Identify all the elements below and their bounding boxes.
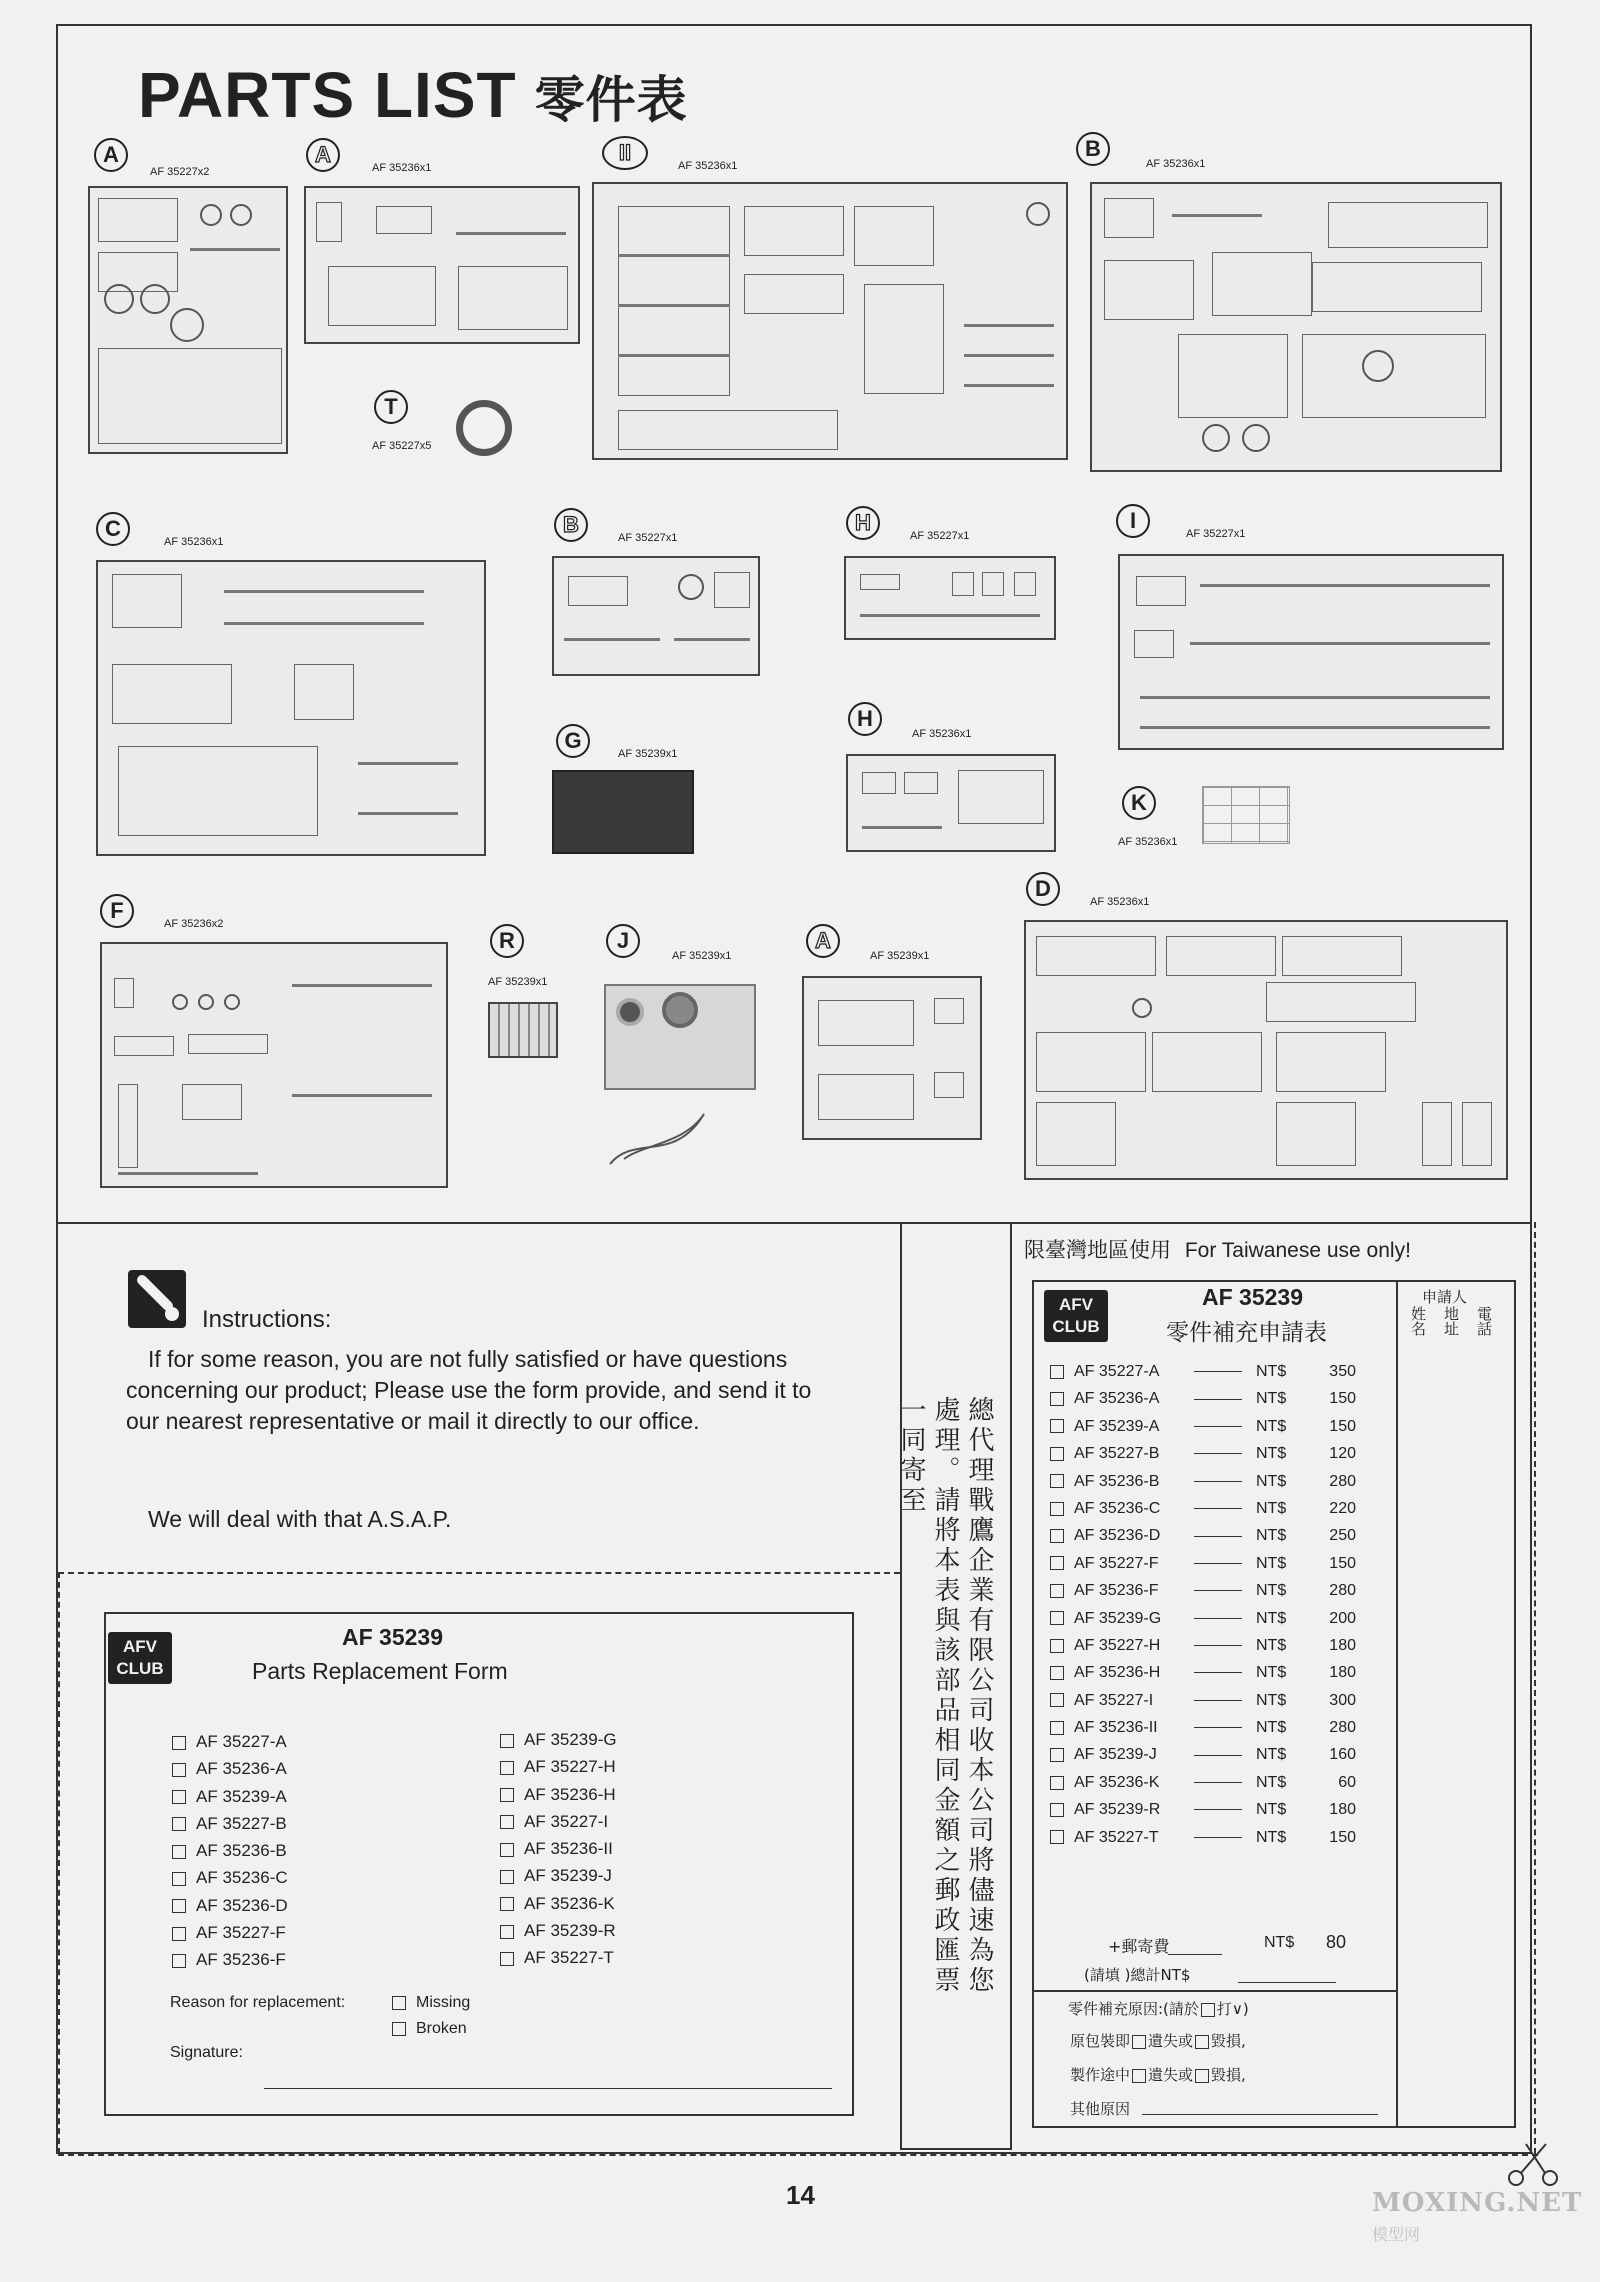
form-item[interactable]: AF 35236-H bbox=[500, 1781, 617, 1808]
sprue-label: AF 35236x1 bbox=[1118, 836, 1178, 848]
sprue-f bbox=[100, 942, 448, 1188]
total-label: (請填 )總計NT$ bbox=[1084, 1966, 1191, 1984]
logo-top-text: AFV bbox=[123, 1637, 157, 1656]
checkbox[interactable] bbox=[392, 2022, 406, 2036]
sprue-i bbox=[1118, 554, 1504, 750]
sprue-letter: T bbox=[374, 390, 408, 424]
logo-top-text: AFV bbox=[1059, 1295, 1093, 1314]
clear-sprue-a bbox=[802, 976, 982, 1140]
price-row[interactable]: AF 35236-C NT$ 220 bbox=[1050, 1495, 1356, 1522]
sprue-letter: H bbox=[846, 506, 880, 540]
price-row[interactable]: AF 35239-R NT$ 180 bbox=[1050, 1796, 1356, 1823]
checkbox[interactable] bbox=[1050, 1419, 1064, 1433]
checkbox[interactable] bbox=[1050, 1529, 1064, 1543]
price-row[interactable]: AF 35227-T NT$ 150 bbox=[1050, 1824, 1356, 1851]
sprue-letter: H bbox=[848, 702, 882, 736]
taiwan-header bbox=[1024, 1234, 1411, 1264]
watermark: MOXING.NET bbox=[1372, 2188, 1583, 2218]
sprue-letter: D bbox=[1026, 872, 1060, 906]
instructions-closing: We will deal with that A.S.A.P. bbox=[148, 1506, 452, 1532]
sprue-label: AF 35239x1 bbox=[488, 976, 548, 988]
instructions-body: If for some reason, you are not fully satisfied or have questions concerning our product; Please use the form provide, and send it to our nearest representative or mail it directly to our office. bbox=[126, 1346, 812, 1434]
checkbox[interactable] bbox=[172, 1763, 186, 1777]
signature-line[interactable] bbox=[264, 2088, 832, 2089]
checkbox[interactable] bbox=[500, 1870, 514, 1884]
scissors-icon bbox=[1506, 2140, 1566, 2190]
checkbox[interactable] bbox=[172, 1899, 186, 1913]
total-input-line[interactable] bbox=[1238, 1982, 1336, 1983]
postage-label: +郵寄費 bbox=[1108, 1937, 1170, 1956]
sprue-h-35227 bbox=[844, 556, 1056, 640]
clear-parts-k bbox=[1202, 786, 1290, 844]
form-item[interactable]: AF 35227-A bbox=[172, 1728, 288, 1755]
field-name[interactable]: 姓名 bbox=[1409, 1306, 1427, 1336]
taiwan-form-code: AF 35239 bbox=[1202, 1284, 1304, 1310]
sprue-h-35236 bbox=[846, 754, 1056, 852]
column-divider bbox=[1010, 1222, 1012, 2148]
checkbox[interactable] bbox=[172, 1790, 186, 1804]
section-divider bbox=[58, 1222, 1530, 1224]
price-row[interactable]: AF 35236-II NT$ 280 bbox=[1050, 1714, 1356, 1741]
checkbox[interactable] bbox=[1132, 2069, 1146, 2083]
sprue-label: AF 35227x1 bbox=[1186, 528, 1246, 540]
form-item[interactable]: AF 35236-B bbox=[172, 1837, 288, 1864]
photo-etch-sheet bbox=[552, 770, 694, 854]
sprue-letter: I bbox=[1116, 504, 1150, 538]
form-item[interactable]: AF 35236-K bbox=[500, 1890, 617, 1917]
sprue-d bbox=[1024, 920, 1508, 1180]
taiwan-form-title: 零件補充申請表 bbox=[1166, 1320, 1327, 1346]
sprue-b-35227 bbox=[552, 556, 760, 676]
sprue-label: AF 35239x1 bbox=[618, 748, 678, 760]
form-item[interactable]: AF 35236-C bbox=[172, 1864, 288, 1891]
checkbox[interactable] bbox=[500, 1761, 514, 1775]
price-row[interactable]: AF 35236-B NT$ 280 bbox=[1050, 1468, 1356, 1495]
logo-bottom-text: CLUB bbox=[1052, 1317, 1100, 1336]
checkbox[interactable] bbox=[1050, 1693, 1064, 1707]
logo-bottom-text: CLUB bbox=[116, 1659, 164, 1678]
checkbox[interactable] bbox=[1195, 2069, 1209, 2083]
form-item[interactable]: AF 35239-J bbox=[500, 1862, 617, 1889]
field-address[interactable]: 地址 bbox=[1442, 1306, 1460, 1336]
sprue-label: AF 35236x1 bbox=[912, 728, 972, 740]
checkbox bbox=[1201, 2003, 1215, 2017]
checkbox[interactable] bbox=[172, 1927, 186, 1941]
form-item[interactable]: AF 35236-A bbox=[172, 1755, 288, 1782]
tire-part bbox=[456, 400, 512, 456]
price-row[interactable]: AF 35236-A NT$ 150 bbox=[1050, 1385, 1356, 1412]
checkbox[interactable] bbox=[392, 1996, 406, 2010]
checkbox[interactable] bbox=[500, 1897, 514, 1911]
form-col1 bbox=[172, 1728, 288, 1974]
column-bottom bbox=[900, 2148, 1012, 2150]
checkbox[interactable] bbox=[1050, 1611, 1064, 1625]
price-row[interactable]: AF 35227-B NT$ 120 bbox=[1050, 1440, 1356, 1467]
sprue-label: AF 35227x1 bbox=[910, 530, 970, 542]
reason-broken[interactable]: Broken bbox=[392, 2020, 467, 2038]
checkbox[interactable] bbox=[1050, 1556, 1064, 1570]
sprue-a-35236 bbox=[304, 186, 580, 344]
checkbox[interactable] bbox=[1050, 1447, 1064, 1461]
form-item[interactable]: AF 35236-D bbox=[172, 1892, 288, 1919]
price-row[interactable]: AF 35239-A NT$ 150 bbox=[1050, 1413, 1356, 1440]
form-item[interactable]: AF 35239-R bbox=[500, 1917, 617, 1944]
form-title: Parts Replacement Form bbox=[252, 1658, 508, 1684]
vertical-text-col1: 總代理戰鷹企業有限公司收本公司將儘速為您處理。 bbox=[930, 1396, 994, 1996]
page-number: 14 bbox=[786, 2180, 815, 2210]
price-row[interactable]: AF 35236-K NT$ 60 bbox=[1050, 1769, 1356, 1796]
page-title bbox=[138, 58, 688, 132]
checkbox[interactable] bbox=[1050, 1748, 1064, 1762]
resin-part-r bbox=[488, 1002, 558, 1058]
form-item[interactable]: AF 35239-A bbox=[172, 1783, 288, 1810]
vertical-mail-instructions bbox=[896, 1396, 996, 2016]
price-row[interactable]: AF 35239-G NT$ 200 bbox=[1050, 1605, 1356, 1632]
reason-line-2: 製作途中 遺失或 毀損, bbox=[1070, 2066, 1246, 2084]
reason-missing[interactable]: Missing bbox=[392, 1994, 470, 2012]
form-divider bbox=[1032, 1990, 1396, 1992]
price-row[interactable]: AF 35236-D NT$ 250 bbox=[1050, 1522, 1356, 1549]
sprue-label: AF 35239x1 bbox=[672, 950, 732, 962]
checkbox[interactable] bbox=[172, 1817, 186, 1831]
form-item[interactable]: AF 35227-H bbox=[500, 1753, 617, 1780]
checkbox[interactable] bbox=[500, 1952, 514, 1966]
price-row[interactable]: AF 35236-F NT$ 280 bbox=[1050, 1577, 1356, 1604]
checkbox[interactable] bbox=[1050, 1502, 1064, 1516]
applicant-fields bbox=[1408, 1306, 1495, 1336]
price-row[interactable]: AF 35239-J NT$ 160 bbox=[1050, 1741, 1356, 1768]
sprue-b-35236 bbox=[1090, 182, 1502, 472]
form-code: AF 35239 bbox=[342, 1624, 444, 1650]
checkbox[interactable] bbox=[1050, 1803, 1064, 1817]
form-item[interactable]: AF 35236-F bbox=[172, 1946, 288, 1973]
sprue-letter: K bbox=[1122, 786, 1156, 820]
decal-sheet bbox=[604, 984, 756, 1090]
instructions-icon bbox=[128, 1270, 186, 1328]
sprue-label: AF 35236x1 bbox=[372, 162, 432, 174]
cut-line bbox=[58, 2154, 1538, 2156]
sprue-a-35227 bbox=[88, 186, 288, 454]
sprue-letter: B bbox=[554, 508, 588, 542]
checkbox[interactable] bbox=[1050, 1830, 1064, 1844]
sprue-letter: C bbox=[96, 512, 130, 546]
sprue-ii bbox=[592, 182, 1068, 460]
reason-label: Reason for replacement: bbox=[170, 1994, 346, 2011]
cut-line bbox=[1534, 1222, 1536, 2154]
sprue-label: AF 35227x5 bbox=[372, 440, 432, 452]
price-row[interactable]: AF 35227-A NT$ 350 bbox=[1050, 1358, 1356, 1385]
checkbox[interactable] bbox=[500, 1788, 514, 1802]
sprue-label: AF 35227x2 bbox=[150, 166, 210, 178]
postage-cur: NT$ bbox=[1264, 1934, 1295, 1951]
sprue-letter: II bbox=[602, 136, 648, 170]
price-list bbox=[1050, 1358, 1356, 1851]
price-row[interactable]: AF 35227-I NT$ 300 bbox=[1050, 1687, 1356, 1714]
checkbox[interactable] bbox=[500, 1843, 514, 1857]
header-en: For Taiwanese use only! bbox=[1184, 1239, 1411, 1262]
sprue-label: AF 35236x2 bbox=[164, 918, 224, 930]
column-divider bbox=[900, 1222, 902, 2148]
postage-line bbox=[1168, 1954, 1222, 1955]
checkbox[interactable] bbox=[1050, 1392, 1064, 1406]
form-item[interactable]: AF 35227-F bbox=[172, 1919, 288, 1946]
afv-club-logo bbox=[108, 1632, 172, 1684]
checkbox[interactable] bbox=[172, 1736, 186, 1750]
applicant-label: 申請人 bbox=[1422, 1288, 1468, 1306]
reason-other-line[interactable] bbox=[1142, 2114, 1378, 2115]
price-row[interactable]: AF 35227-F NT$ 150 bbox=[1050, 1550, 1356, 1577]
checkbox[interactable] bbox=[500, 1734, 514, 1748]
sprue-letter: J bbox=[606, 924, 640, 958]
checkbox[interactable] bbox=[172, 1845, 186, 1859]
price-row[interactable]: AF 35227-H NT$ 180 bbox=[1050, 1632, 1356, 1659]
reason-title: 零件補充原因:(請於 打∨) bbox=[1068, 2000, 1249, 2018]
checkbox[interactable] bbox=[500, 1925, 514, 1939]
sprue-letter: R bbox=[490, 924, 524, 958]
checkbox[interactable] bbox=[1050, 1584, 1064, 1598]
vertical-text-col2: 請將本表與該部品相同金額之郵政匯票一同寄至 bbox=[896, 1396, 960, 1996]
checkbox[interactable] bbox=[1050, 1639, 1064, 1653]
applicant-divider bbox=[1396, 1280, 1398, 2128]
sprue-label: AF 35236x1 bbox=[164, 536, 224, 548]
checkbox[interactable] bbox=[172, 1954, 186, 1968]
sprue-c bbox=[96, 560, 486, 856]
header-zh: 限臺灣地區使用 bbox=[1024, 1238, 1171, 1262]
sprue-letter: A bbox=[94, 138, 128, 172]
reason-other: 其他原因 bbox=[1070, 2100, 1131, 2118]
instructions-icon-glyph bbox=[128, 1270, 186, 1328]
sprue-letter: G bbox=[556, 724, 590, 758]
wire-part bbox=[604, 1104, 714, 1174]
form-item[interactable]: AF 35227-T bbox=[500, 1944, 617, 1971]
checkbox[interactable] bbox=[1050, 1721, 1064, 1735]
sprue-label: AF 35227x1 bbox=[618, 532, 678, 544]
checkbox[interactable] bbox=[500, 1815, 514, 1829]
checkbox[interactable] bbox=[1195, 2035, 1209, 2049]
sprue-letter: A bbox=[806, 924, 840, 958]
title-zh: 零件表 bbox=[534, 71, 688, 129]
title-en: PARTS LIST bbox=[138, 59, 517, 131]
form-col2 bbox=[500, 1726, 617, 1972]
field-phone[interactable]: 電話 bbox=[1475, 1306, 1493, 1336]
checkbox[interactable] bbox=[1050, 1474, 1064, 1488]
afv-club-logo bbox=[1044, 1290, 1108, 1342]
checkbox[interactable] bbox=[1132, 2035, 1146, 2049]
checkbox[interactable] bbox=[1050, 1365, 1064, 1379]
postage-value: 80 bbox=[1326, 1932, 1347, 1952]
cut-line bbox=[58, 1572, 60, 2154]
form-item[interactable]: AF 35227-I bbox=[500, 1808, 617, 1835]
sprue-letter: B bbox=[1076, 132, 1110, 166]
instructions-heading: Instructions: bbox=[202, 1306, 332, 1333]
sprue-label: AF 35236x1 bbox=[1146, 158, 1206, 170]
reason-line-1: 原包裝即 遺失或 毀損, bbox=[1070, 2032, 1246, 2050]
form-item[interactable]: AF 35239-G bbox=[500, 1726, 617, 1753]
checkbox[interactable] bbox=[1050, 1666, 1064, 1680]
sprue-label: AF 35239x1 bbox=[870, 950, 930, 962]
checkbox[interactable] bbox=[172, 1872, 186, 1886]
sprue-letter: F bbox=[100, 894, 134, 928]
sprue-label: AF 35236x1 bbox=[1090, 896, 1150, 908]
form-item[interactable]: AF 35236-II bbox=[500, 1835, 617, 1862]
signature-label: Signature: bbox=[170, 2044, 243, 2061]
cut-line bbox=[58, 1572, 900, 1574]
form-item[interactable]: AF 35227-B bbox=[172, 1810, 288, 1837]
price-row[interactable]: AF 35236-H NT$ 180 bbox=[1050, 1659, 1356, 1686]
checkbox[interactable] bbox=[1050, 1776, 1064, 1790]
watermark-zh: 模型网 bbox=[1372, 2225, 1421, 2244]
sprue-label: AF 35236x1 bbox=[678, 160, 738, 172]
sprue-letter: A bbox=[306, 138, 340, 172]
